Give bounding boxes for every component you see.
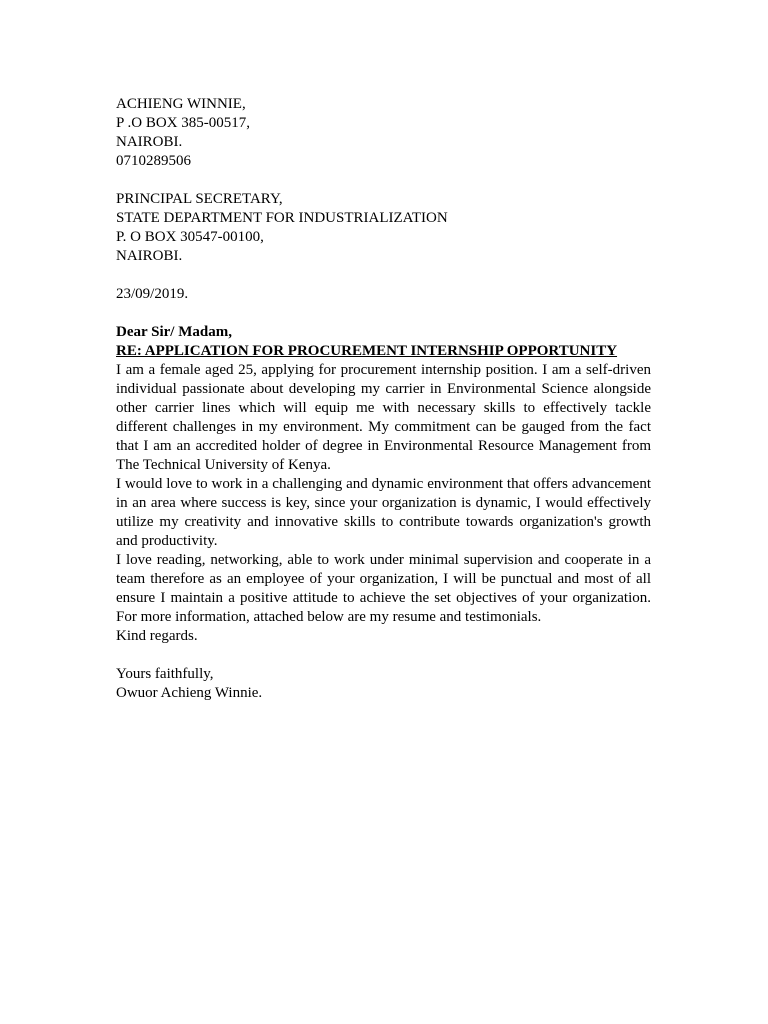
- recipient-po-box: P. O BOX 30547-00100,: [116, 229, 264, 245]
- regards-line: Kind regards.: [116, 628, 198, 644]
- sender-phone: 0710289506: [116, 153, 191, 169]
- recipient-title: PRINCIPAL SECRETARY,: [116, 191, 283, 207]
- sender-city: NAIROBI.: [116, 134, 183, 150]
- cover-letter: [116, 95, 651, 703]
- subject-line: RE: APPLICATION FOR PROCUREMENT INTERNSHIP OPPORTUNITY: [116, 343, 618, 359]
- sender-name: ACHIENG WINNIE,: [116, 96, 246, 112]
- sender-po-box: P .O BOX 385-00517,: [116, 115, 251, 131]
- recipient-department: STATE DEPARTMENT FOR INDUSTRIALIZATION: [116, 210, 448, 226]
- spacer: [116, 646, 651, 665]
- signature-name: Owuor Achieng Winnie.: [116, 685, 263, 701]
- spacer: [116, 171, 651, 190]
- recipient-city: NAIROBI.: [116, 248, 183, 264]
- recipient-address-block: [116, 190, 651, 266]
- spacer: [116, 266, 651, 285]
- spacer: [116, 304, 651, 323]
- body-paragraph-2: I would love to work in a challenging and dynamic environment that offers advancement in an area where success is key, since your organization is dynamic, I would effectively utilize my creativity and innovative skills to contribute towards organization's growth and productivity.: [116, 476, 651, 549]
- body-paragraph-1: I am a female aged 25, applying for procurement internship position. I am a self-driven individual passionate about developing my carrier in Environmental Science alongside other carrier lines which will equip me with necessary skills to effectively tackle different challenges in my environment. My commitment can be gauged from the fact that I am an accredited holder of degree in Environmental Resource Management from The Technical University of Kenya.: [116, 362, 651, 473]
- sender-address-block: [116, 95, 651, 171]
- body-paragraph-3: I love reading, networking, able to work under minimal supervision and cooperate in a team therefore as an employee of your organization, I will be punctual and most of all ensure I maintain a positive attitude to achieve the set objectives of your organization. For more information, attached below are my resume and testimonials.: [116, 552, 651, 625]
- salutation: Dear Sir/ Madam,: [116, 324, 232, 340]
- letter-date: 23/09/2019.: [116, 286, 189, 302]
- closing-line: Yours faithfully,: [116, 666, 214, 682]
